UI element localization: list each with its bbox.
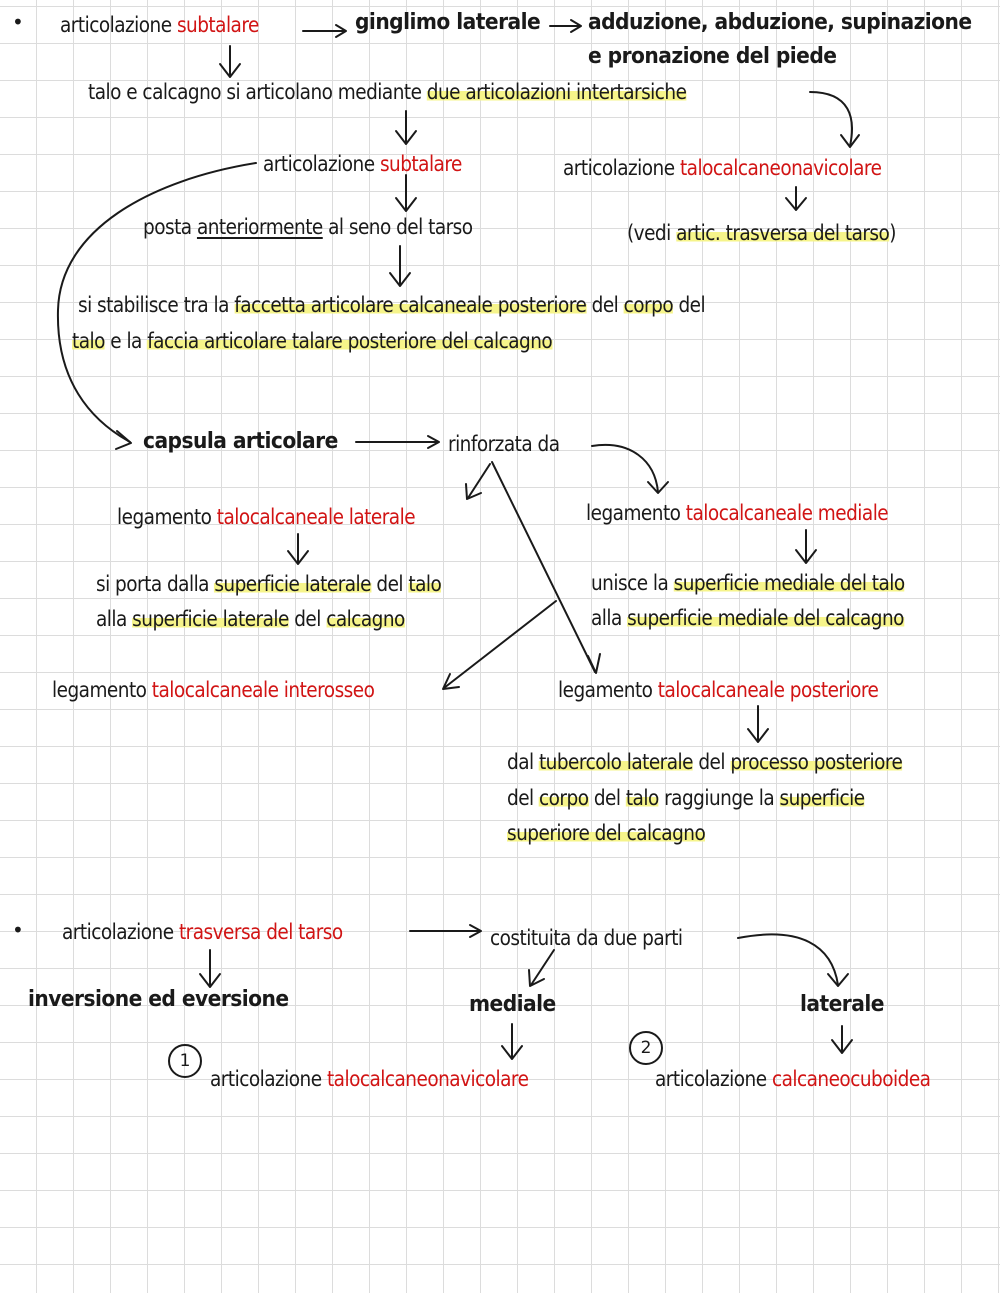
arrow-down-laterale-desc — [288, 534, 308, 564]
text: unisce la — [591, 571, 674, 595]
arrow-capsula-to-rinforzata — [356, 436, 439, 448]
rinforzata-da: rinforzata da — [448, 432, 560, 456]
text: del — [371, 572, 409, 596]
highlight-term: talo — [625, 786, 659, 810]
text: articolazione — [62, 920, 179, 944]
text: del — [586, 293, 624, 317]
mediale-desc-1 — [591, 570, 905, 596]
red-term: talocalcaneale posteriore — [657, 678, 879, 702]
highlight-term: processo posteriore — [730, 750, 903, 774]
ginglimo-laterale: ginglimo laterale — [355, 10, 541, 35]
text: alla — [591, 606, 628, 630]
red-term: talocalcaneale mediale — [685, 501, 889, 525]
arrow-curve-to-talocalcaneonavicolare — [810, 92, 859, 147]
highlight-term: tubercolo laterale — [538, 750, 693, 774]
text: dal — [507, 750, 539, 774]
arrow-down-posteriore-desc — [748, 706, 768, 742]
text: del — [673, 293, 706, 317]
highlight-term: talo — [72, 329, 105, 353]
arrow-down-mediale-part — [502, 1024, 522, 1059]
text: legamento — [558, 678, 658, 702]
stabilisce-line-2 — [72, 328, 552, 354]
text: al seno del tarso — [322, 215, 473, 239]
text: articolazione — [655, 1067, 772, 1091]
number-1-badge: 1 — [168, 1044, 202, 1078]
arrow-down-to-posta — [396, 175, 416, 211]
text: si porta dalla — [96, 572, 215, 596]
red-term: talocalcaneonavicolare — [679, 156, 882, 180]
red-term: subtalare — [176, 13, 259, 37]
laterale-label: laterale — [800, 992, 884, 1017]
arrow-to-interosseo — [443, 601, 556, 689]
subtalare-title — [60, 12, 259, 38]
mediale-desc-2 — [591, 605, 904, 631]
text: articolazione — [210, 1067, 327, 1091]
text: si stabilisce tra la — [78, 293, 235, 317]
trasversa-title — [62, 919, 343, 945]
text: articolazione — [563, 156, 680, 180]
articolazione-subtalare-node — [263, 151, 462, 177]
highlight-term: calcagno — [326, 607, 405, 631]
arrow-down-subtalare-title — [220, 46, 240, 77]
highlight-term: faccia articolare talare posteriore del calcagno — [147, 329, 553, 353]
inversione-eversione: inversione ed eversione — [28, 987, 289, 1012]
highlight-term: faccetta articolare calcaneale posteriore — [234, 293, 587, 317]
arrow-costituita-to-mediale — [529, 950, 554, 986]
highlight-term: superficie mediale del calcagno — [627, 606, 904, 630]
text: del — [507, 786, 540, 810]
red-term: talocalcaneonavicolare — [326, 1067, 529, 1091]
text: articolazione — [60, 13, 177, 37]
arrow-rinforzata-to-posteriore — [492, 462, 600, 673]
arrow-down-to-stabilisce — [390, 246, 410, 286]
posteriore-desc-2 — [507, 785, 865, 811]
highlight-term: corpo — [539, 786, 589, 810]
red-term: trasversa del tarso — [178, 920, 343, 944]
number-2-badge: 2 — [629, 1031, 663, 1065]
capsula-articolare: capsula articolare — [143, 429, 338, 454]
text: del — [692, 750, 731, 774]
highlight-term: superficie mediale del talo — [673, 571, 905, 595]
arrow-rinforzata-to-mediale — [592, 445, 668, 493]
text: posta — [143, 215, 197, 239]
red-term: calcaneocuboidea — [771, 1067, 931, 1091]
posta-line — [143, 214, 473, 240]
arrow-subtalare-to-ginglimo — [303, 25, 346, 37]
laterale-desc-2 — [96, 606, 405, 632]
legamento-posteriore — [558, 677, 878, 703]
arrow-down-to-subtalare — [396, 111, 416, 144]
legamento-mediale — [586, 500, 888, 526]
highlight-term: artic. trasversa del tarso — [676, 221, 890, 245]
legamento-interosseo — [52, 677, 374, 703]
highlight-term: superficie — [779, 786, 865, 810]
text: legamento — [117, 505, 217, 529]
text: del — [588, 786, 626, 810]
laterale-desc-1 — [96, 571, 441, 597]
mediale-label: mediale — [469, 992, 556, 1017]
underlined-term: anteriormente — [196, 215, 323, 239]
legamento-laterale — [117, 504, 415, 530]
bullet-1: • — [12, 10, 24, 34]
text: del — [288, 607, 327, 631]
highlight-term: superficie laterale — [132, 607, 289, 631]
highlight-term: superficie laterale — [214, 572, 372, 596]
text: talo e calcagno si articolano mediante — [88, 80, 427, 104]
highlight-term: superiore del calcagno — [507, 821, 706, 845]
highlight-term: talo — [408, 572, 442, 596]
arrow-trasversa-to-costituita — [410, 925, 481, 937]
arrow-rinforzata-to-laterale — [466, 464, 490, 499]
red-term: subtalare — [379, 152, 462, 176]
costituita-da-due-parti: costituita da due parti — [490, 926, 683, 950]
movimenti-line-2: e pronazione del piede — [588, 44, 837, 69]
highlight-term: corpo — [623, 293, 674, 317]
calcaneocuboidea-part — [655, 1066, 930, 1092]
posteriore-desc-3 — [507, 820, 705, 846]
movimenti-line-1: adduzione, abduzione, supinazione — [588, 10, 972, 35]
talo-calcagno-line — [88, 79, 686, 105]
text: raggiunge la — [658, 786, 780, 810]
red-term: talocalcaneale laterale — [216, 505, 416, 529]
arrow-down-mediale-desc — [796, 530, 816, 563]
arrow-ginglimo-to-adduzione — [550, 20, 581, 32]
vedi-line — [627, 220, 896, 246]
red-term: talocalcaneale interosseo — [151, 678, 375, 702]
talocalcaneonavicolare-node — [563, 155, 881, 181]
text: legamento — [586, 501, 686, 525]
text: (vedi — [627, 221, 677, 245]
text: alla — [96, 607, 133, 631]
text: e la — [104, 329, 148, 353]
text: legamento — [52, 678, 152, 702]
talocalcaneonavicolare-part — [210, 1066, 528, 1092]
text: ) — [889, 221, 896, 245]
arrow-curve-to-laterale — [738, 934, 848, 986]
posteriore-desc-1 — [507, 749, 902, 775]
highlight-term: due articolazioni intertarsiche — [426, 80, 687, 104]
arrow-down-to-vedi — [786, 187, 806, 210]
text: articolazione — [263, 152, 380, 176]
stabilisce-line-1 — [78, 292, 705, 318]
bullet-2: • — [12, 918, 24, 942]
arrow-down-to-inversione — [200, 950, 220, 987]
arrow-down-laterale-part — [832, 1026, 852, 1053]
